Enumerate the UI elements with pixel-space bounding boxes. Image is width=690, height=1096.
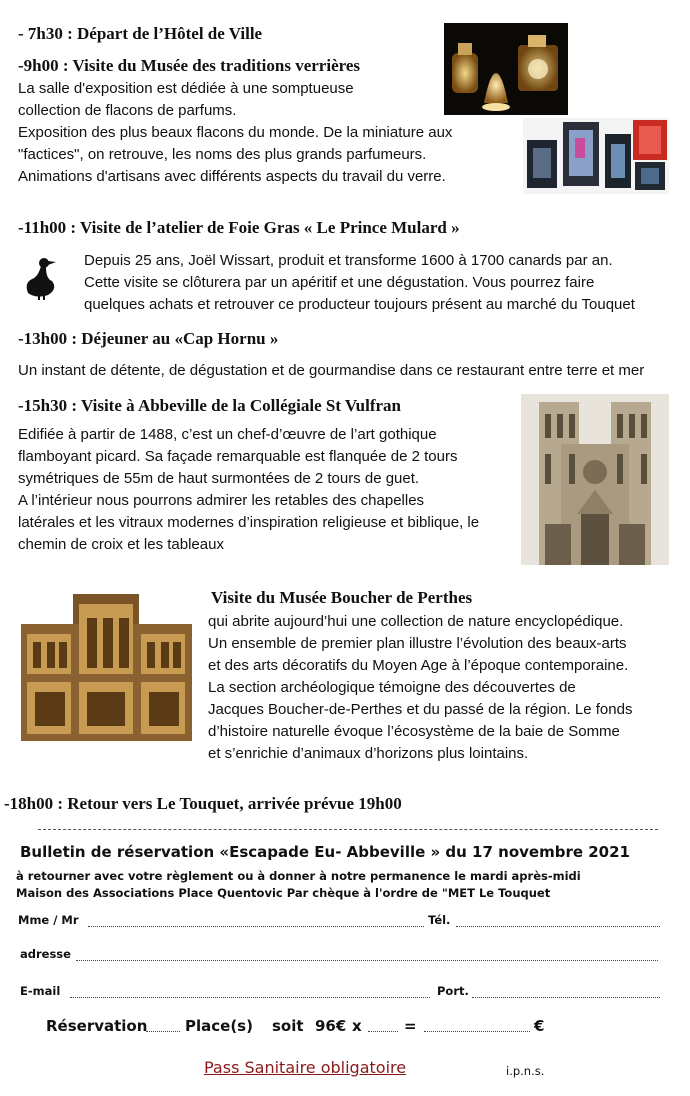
text-line: "factices", on retrouve, les noms des plus grands parfumeurs.	[18, 146, 427, 163]
lunch-heading: -13h00 : Déjeuner au «Cap Hornu »	[18, 329, 279, 348]
text-line: collection de flacons de parfums.	[18, 102, 237, 119]
text-line: latérales et les vitraux modernes d’inspiration religieuse et biblique, le	[18, 514, 480, 531]
total-field[interactable]	[424, 1031, 530, 1032]
text-line: d’histoire naturelle évoque l’écosystème de la baie de Somme	[208, 723, 620, 740]
text-line: et s’enrichie d’animaux d’horizons plus lointains.	[208, 745, 529, 762]
foie-gras-heading: -11h00 : Visite de l’atelier de Foie Gras « Le Prince Mulard »	[18, 218, 460, 237]
museum-verrieres-heading: -9h00 : Visite du Musée des traditions verrières	[18, 56, 361, 75]
lunch-text	[18, 360, 644, 382]
places-field[interactable]	[146, 1031, 180, 1032]
adresse-label: adresse	[20, 947, 71, 961]
text-line: et des arts décoratifs du Moyen Age à l’époque contemporaine.	[208, 657, 629, 674]
form-instructions-1: à retourner avec votre règlement ou à donner à notre permanence le mardi après-midi	[16, 869, 581, 883]
text-line: symétriques de 55m de haut surmontées de 2 tours de guet.	[18, 470, 420, 487]
collegiale-photo	[521, 394, 669, 565]
text-line: flamboyant picard. Sa façade remarquable est flanquée de 2 tours	[18, 448, 458, 465]
text-line: quelques achats et retrouver ce producteur toujours présent au marché du Touquet	[84, 296, 635, 313]
text-line: chemin de croix et les tableaux	[18, 536, 224, 553]
collegiale-heading: -15h30 : Visite à Abbeville de la Collégiale St Vulfran	[18, 396, 401, 415]
text-line: Depuis 25 ans, Joël Wissart, produit et transforme 1600 à 1700 canards par an.	[84, 252, 613, 269]
name-field[interactable]	[88, 926, 424, 927]
ipns-mark: i.p.n.s.	[506, 1064, 545, 1078]
text-line: Un ensemble de premier plan illustre l’évolution des beaux-arts	[208, 635, 627, 652]
cut-line	[38, 829, 658, 830]
altarpiece-photo	[21, 594, 192, 741]
glass-bottles-image	[523, 118, 669, 194]
times-sign: x	[352, 1017, 362, 1035]
currency-sign: €	[534, 1017, 545, 1035]
phone-field[interactable]	[472, 997, 660, 998]
text-line: Un instant de détente, de dégustation et de gourmandise dans ce restaurant entre terre et mer	[18, 362, 645, 379]
museum-verrieres-text	[18, 78, 452, 188]
tel-field[interactable]	[456, 926, 660, 927]
reservation-label: Réservation	[46, 1017, 148, 1035]
price-value: 96€	[315, 1017, 347, 1035]
duck-icon	[22, 255, 62, 301]
equals-sign: =	[404, 1017, 417, 1035]
places-label: Place(s)	[185, 1017, 253, 1035]
text-line: Animations d'artisans avec différents aspects du travail du verre.	[18, 168, 446, 185]
pass-sanitaire-notice: Pass Sanitaire obligatoire	[204, 1058, 407, 1077]
text-line: La salle d'exposition est dédiée à une somptueuse	[18, 80, 354, 97]
email-label: E-mail	[20, 984, 61, 998]
tel-label: Tél.	[428, 913, 451, 927]
boucher-perthes-heading: Visite du Musée Boucher de Perthes	[211, 588, 473, 607]
text-line: Jacques Boucher-de-Perthes et du passé de la région. Le fonds	[208, 701, 633, 718]
email-field[interactable]	[70, 997, 430, 998]
port-label: Port.	[437, 984, 469, 998]
text-line: A l’intérieur nous pourrons admirer les retables des chapelles	[18, 492, 425, 509]
text-line: Exposition des plus beaux flacons du monde. De la miniature aux	[18, 124, 453, 141]
form-title: Bulletin de réservation «Escapade Eu- Abbeville » du 17 novembre 2021	[20, 843, 630, 861]
form-instructions-2: Maison des Associations Place Quentovic Par chèque à l'ordre de "MET Le Touquet	[16, 886, 551, 900]
text-line: qui abrite aujourd’hui une collection de nature encyclopédique.	[208, 613, 624, 630]
text-line: La section archéologique témoigne des découvertes de	[208, 679, 576, 696]
text-line: Cette visite se clôturera par un apéritif et une dégustation. Vous pourrez faire	[84, 274, 595, 291]
boucher-perthes-text	[208, 611, 670, 765]
mme-label: Mme / Mr	[18, 913, 79, 927]
collegiale-text	[18, 424, 479, 556]
address-field[interactable]	[76, 960, 658, 961]
soit-label: soit	[272, 1017, 304, 1035]
return-heading: -18h00 : Retour vers Le Touquet, arrivée prévue 19h00	[4, 794, 402, 813]
foie-gras-text	[84, 250, 635, 316]
quantity-field[interactable]	[368, 1031, 398, 1032]
perfume-bottles-image	[444, 23, 568, 115]
departure-heading: - 7h30 : Départ de l’Hôtel de Ville	[18, 24, 263, 43]
text-line: Edifiée à partir de 1488, c’est un chef-d’œuvre de l’art gothique	[18, 426, 437, 443]
